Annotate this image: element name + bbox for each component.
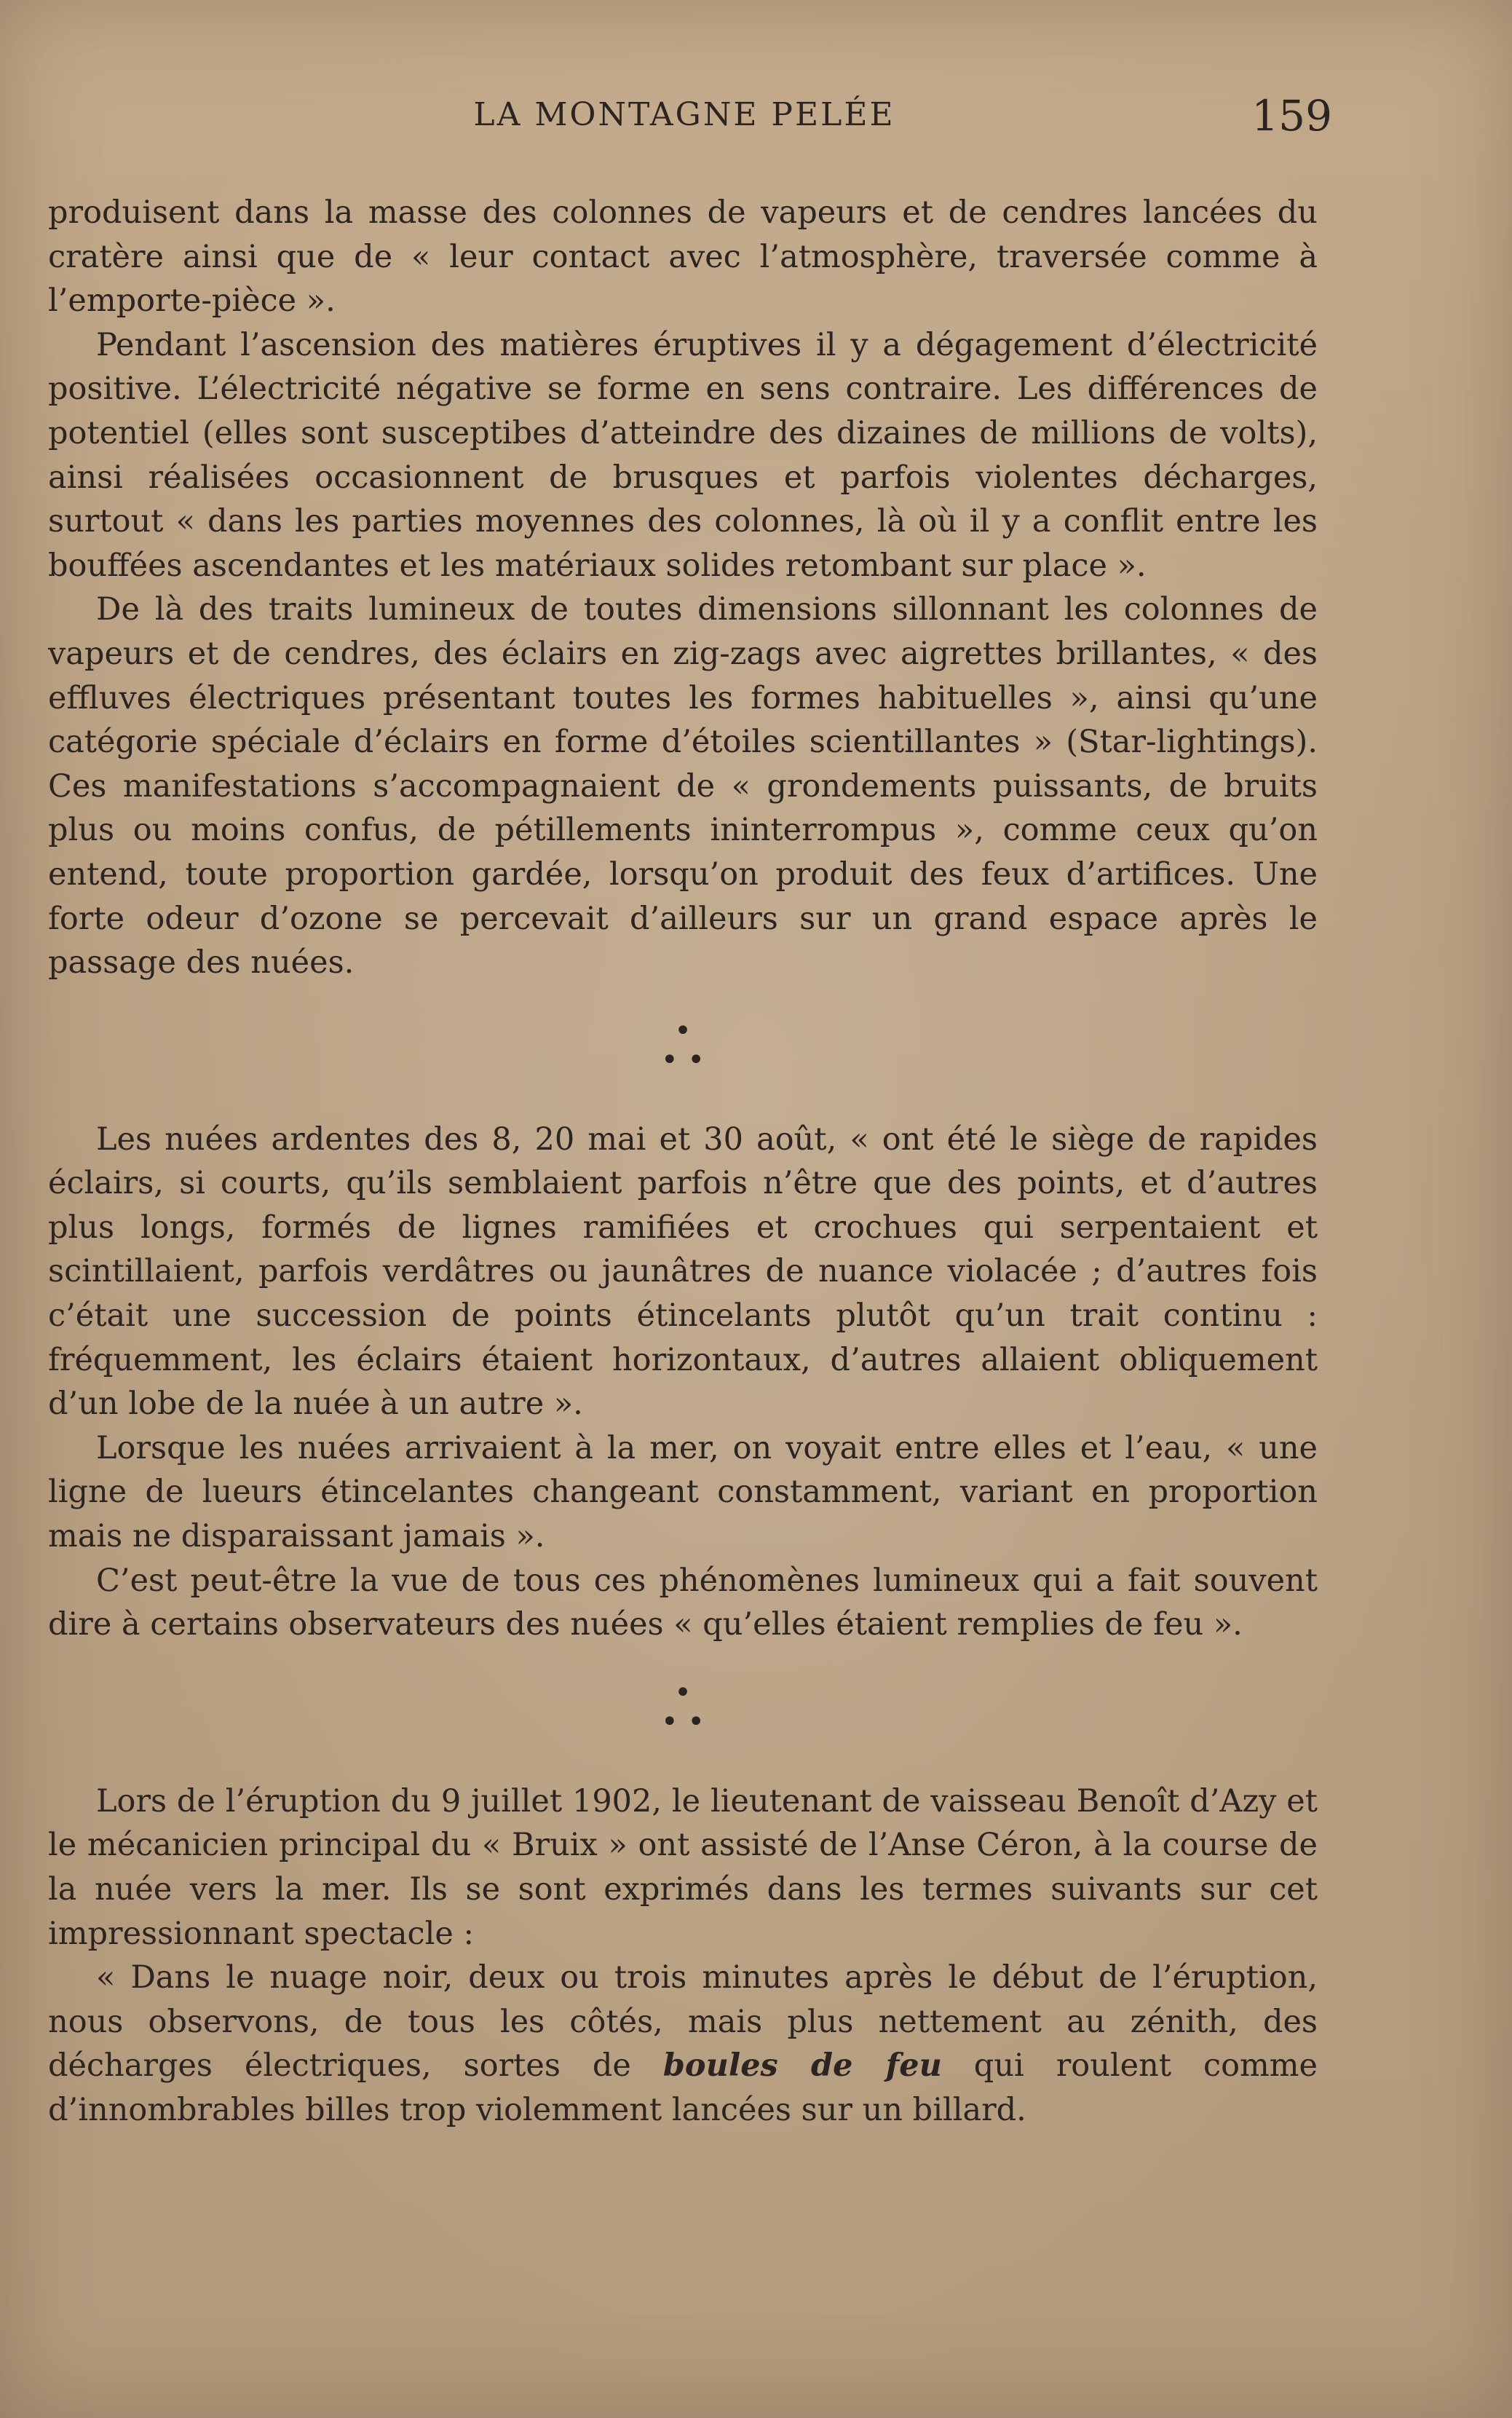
- page-number: 159: [1251, 91, 1332, 141]
- asterism-top-dot: •: [674, 1014, 692, 1048]
- paragraph-nuees-ardentes: Les nuées ardentes des 8, 20 mai et 30 août, « ont été le siège de rapides éclairs, si courts, qu’ils semblaient parfois n’être que des points, et d’autres plus longs, formés de lignes ramifiées et crochues qui serpentaient et scintillaient, parfois verdâtres ou jaunâtres de nuance violacée ; d’autres fois c’était une succession de points étincelants plutôt qu’un trait continu : fréquemment, les éclairs étaient horizontaux, d’autres allaient obliquement d’un lobe de la nuée à un autre ».: [48, 1121, 1318, 1423]
- paragraph-electricity: Pendant l’ascension des matières éruptives il y a dégagement d’électricité positive. L’électricité négative se forme en sens contraire. Les différences de potentiel (elles sont susceptibes d’atteindre des dizaines de millions de volts), ainsi réalisées occasionnent de brusques et parfois violentes décharges, surtout « dans les parties moyennes des colonnes, là où il y a conflit entre les bouffées ascendantes et les matériaux solides retombant sur place ».: [48, 326, 1318, 584]
- paragraph-mer: Lorsque les nuées arrivaient à la mer, on voyait entre elles et l’eau, « une ligne de lueurs étincelantes changeant constamment, variant en proportion mais ne disparaissant jamais ».: [48, 1429, 1318, 1555]
- asterism-bottom-dots-2: • •: [661, 1704, 705, 1739]
- quote-text-start: « Dans le nuage noir, deux ou trois minutes après le début de l’éruption, nous observons, de tous les côtés, mais plus nettement au zénith, des décharges électriques, sortes de: [48, 1959, 1318, 2085]
- asterism-top-dot-2: •: [674, 1675, 692, 1710]
- paragraph-continued: produisent dans la masse des colonnes de vapeurs et de cendres lancées du cratère ainsi que de « leur contact avec l’atmosphère, traversée comme à l’emporte-pièce ».: [48, 194, 1318, 320]
- paragraph-lightning: De là des traits lumineux de toutes dimensions sillonnant les colonnes de vapeurs et de cendres, des éclairs en zig-zags avec aigrettes brillantes, « des effluves électriques présentant toutes les formes habituelles », ainsi qu’une catégorie spéciale d’éclairs en forme d’étoiles scientillantes » (Star-lightings). Ces manifestations s’accompagnaient de « grondements puissants, de bruits plus ou moins confus, de pétillements ininterrompus », comme ceux qu’on entend, toute proportion gardée, lorsqu’on produit des feux d’artifices. Une forte odeur d’ozone se percevait d’ailleurs sur un grand espace après le passage des nuées.: [48, 591, 1318, 981]
- asterism-ornament-2: [661, 1675, 705, 1739]
- emphasis-boules-de-feu: boules de feu: [662, 2047, 942, 2085]
- quote-text-end: qui roulent comme d’innombrables billes trop violemment lancées sur un billard.: [48, 2047, 1318, 2128]
- asterism-ornament: [661, 1016, 705, 1075]
- paragraph-quote-nuage-noir: [48, 1956, 1318, 2132]
- section-separator-2: [48, 1647, 1318, 1779]
- running-title: LA MONTAGNE PELÉE: [473, 96, 895, 133]
- section-separator: [48, 985, 1318, 1118]
- body-text: [48, 191, 1318, 2133]
- asterism-bottom-dots: • •: [661, 1043, 705, 1077]
- page-header: [44, 91, 1332, 144]
- paragraph-remplies-de-feu: C’est peut-être la vue de tous ces phénomènes lumineux qui a fait souvent dire à certains observateurs des nuées « qu’elles étaient remplies de feu ».: [48, 1562, 1318, 1643]
- paragraph-eruption-9-juillet: Lors de l’éruption du 9 juillet 1902, le lieutenant de vaisseau Benoît d’Azy et le mécanicien principal du « Bruix » ont assisté de l’Anse Céron, à la course de la nuée vers la mer. Ils se sont exprimés dans les termes suivants sur cet impressionnant spectacle :: [48, 1782, 1318, 1952]
